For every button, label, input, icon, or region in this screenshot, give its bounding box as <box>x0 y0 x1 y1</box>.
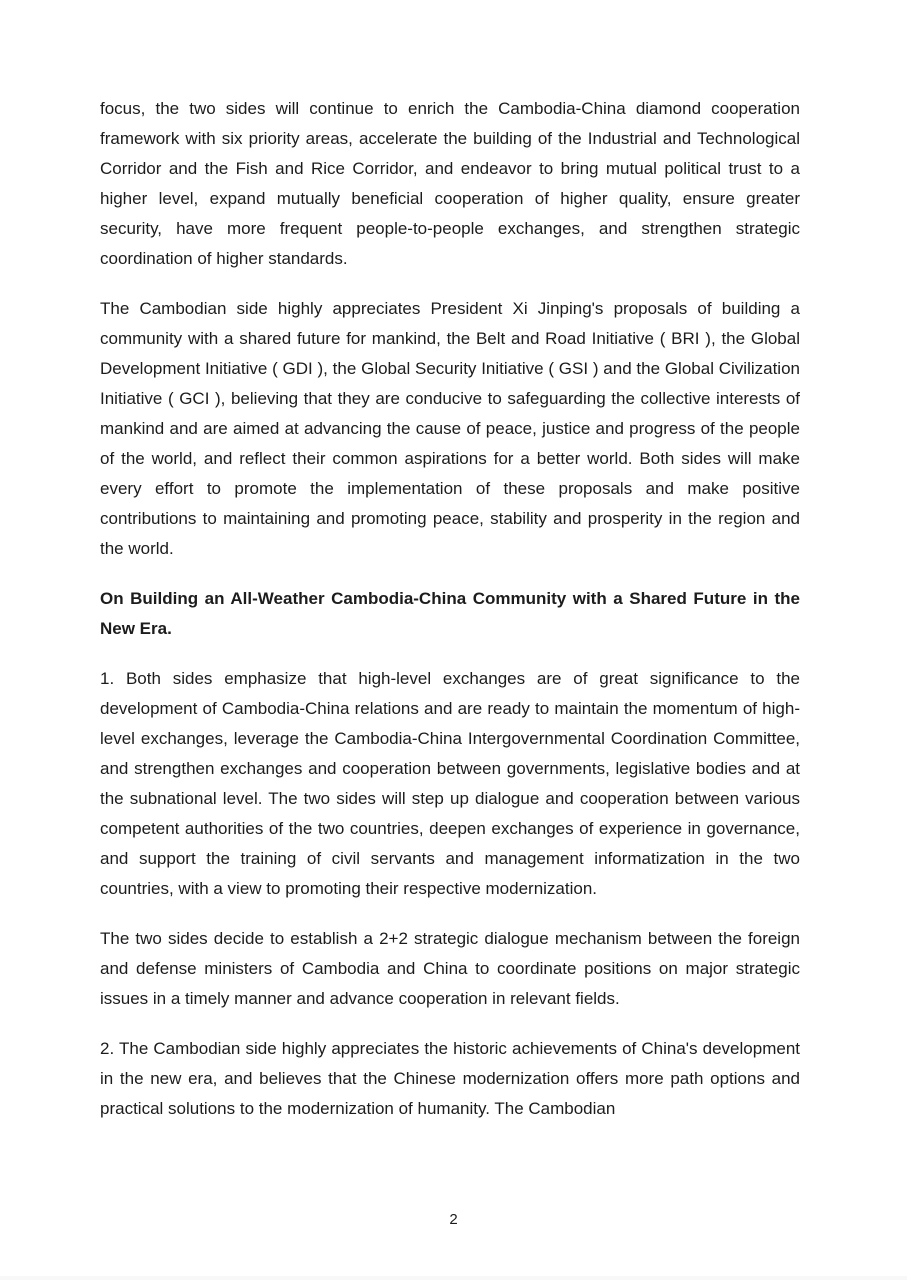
page-bottom-edge <box>0 1276 907 1280</box>
body-paragraph: The two sides decide to establish a 2+2 strategic dialogue mechanism between the foreign and defense ministers of Cambodia and China to coordinate positions on major strategic issues in a timely manner and advance cooperation in relevant fields. <box>100 929 800 1008</box>
document-content <box>100 94 800 1144</box>
body-paragraph: 2. The Cambodian side highly appreciates the historic achievements of China's development in the new era, and believes that the Chinese modernization offers more path options and practical solutions to the modernization of humanity. The Cambodian <box>100 1039 800 1118</box>
body-paragraph: focus, the two sides will continue to enrich the Cambodia-China diamond cooperation framework with six priority areas, accelerate the building of the Industrial and Technological Corridor and the Fish and Rice Corridor, and endeavor to bring mutual political trust to a higher level, expand mutually beneficial cooperation of higher quality, ensure greater security, have more frequent people-to-people exchanges, and strengthen strategic coordination of higher standards. <box>100 99 800 268</box>
page-number: 2 <box>449 1211 458 1228</box>
body-paragraph: 1. Both sides emphasize that high-level exchanges are of great significance to the development of Cambodia-China relations and are ready to maintain the momentum of high-level exchanges, leverage the Cambodia-China Intergovernmental Coordination Committee, and strengthen exchanges and cooperation between governments, legislative bodies and at the subnational level. The two sides will step up dialogue and cooperation between various competent authorities of the two countries, deepen exchanges of experience in governance, and support the training of civil servants and management informatization in the two countries, with a view to promoting their respective modernization. <box>100 669 800 898</box>
body-paragraph: The Cambodian side highly appreciates President Xi Jinping's proposals of building a community with a shared future for mankind, the Belt and Road Initiative ( BRI ), the Global Development Initiative ( GDI ), the Global Security Initiative ( GSI ) and the Global Civilization Initiative ( GCI ), believing that they are conducive to safeguarding the collective interests of mankind and are aimed at advancing the cause of peace, justice and progress of the people of the world, and reflect their common aspirations for a better world. Both sides will make every effort to promote the implementation of these proposals and make positive contributions to maintaining and promoting peace, stability and prosperity in the region and the world. <box>100 299 800 558</box>
section-heading: On Building an All-Weather Cambodia-China Community with a Shared Future in the New Era. <box>100 589 800 638</box>
